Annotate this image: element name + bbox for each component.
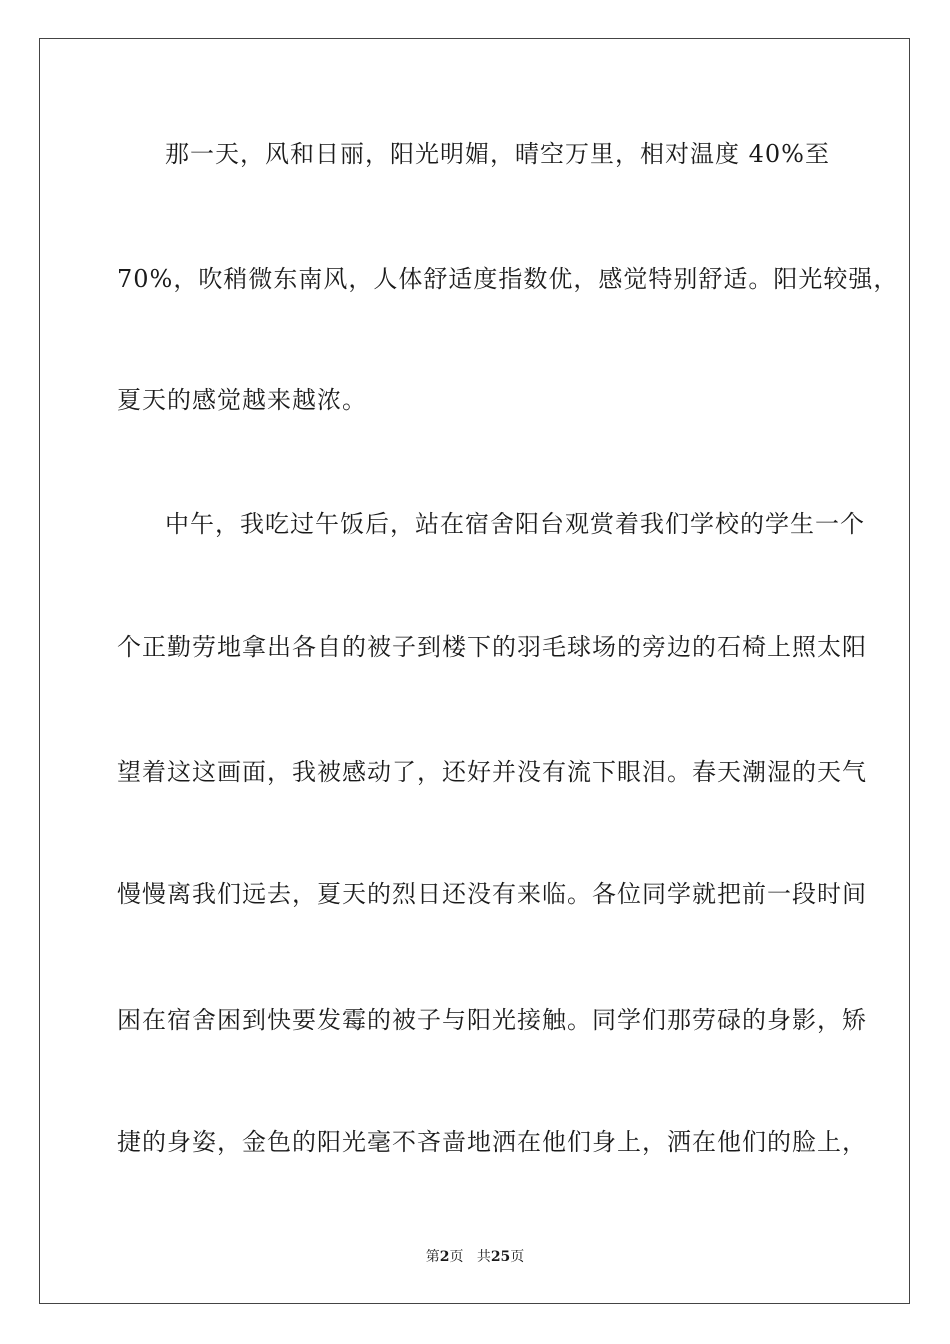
page-prefix: 第: [425, 1249, 440, 1265]
paragraph-2-line-5: 困在宿舍困到快要发霉的被子与阳光接触。同学们那劳碌的身影，矫: [117, 1006, 867, 1034]
total-suffix: 页: [510, 1249, 525, 1265]
page-number: 2: [439, 1249, 450, 1265]
paragraph-1-line-1: 那一天，风和日丽，阳光明媚，晴空万里，相对温度 40%至: [165, 140, 830, 168]
paragraph-2-line-6: 捷的身姿，金色的阳光毫不吝啬地洒在他们身上，洒在他们的脸上，: [117, 1128, 867, 1156]
paragraph-2-line-4: 慢慢离我们远去，夏天的烈日还没有来临。各位同学就把前一段时间: [117, 880, 867, 908]
page-suffix: 页: [449, 1249, 464, 1265]
page-border: [39, 38, 910, 1304]
total-prefix: 共: [476, 1249, 491, 1265]
paragraph-2-line-3: 望着这这画面，我被感动了，还好并没有流下眼泪。春天潮湿的天气: [117, 758, 867, 786]
page-footer: [0, 1247, 950, 1267]
paragraph-1-line-2: 70%，吹稍微东南风，人体舒适度指数优，感觉特别舒适。阳光较强，: [117, 265, 899, 293]
paragraph-2-line-2: 个正勤劳地拿出各自的被子到楼下的羽毛球场的旁边的石椅上照太阳: [117, 633, 867, 661]
total-pages: 25: [490, 1249, 511, 1265]
paragraph-2-line-1: 中午，我吃过午饭后，站在宿舍阳台观赏着我们学校的学生一个: [165, 510, 865, 538]
paragraph-1-line-3: 夏天的感觉越来越浓。: [117, 386, 367, 414]
